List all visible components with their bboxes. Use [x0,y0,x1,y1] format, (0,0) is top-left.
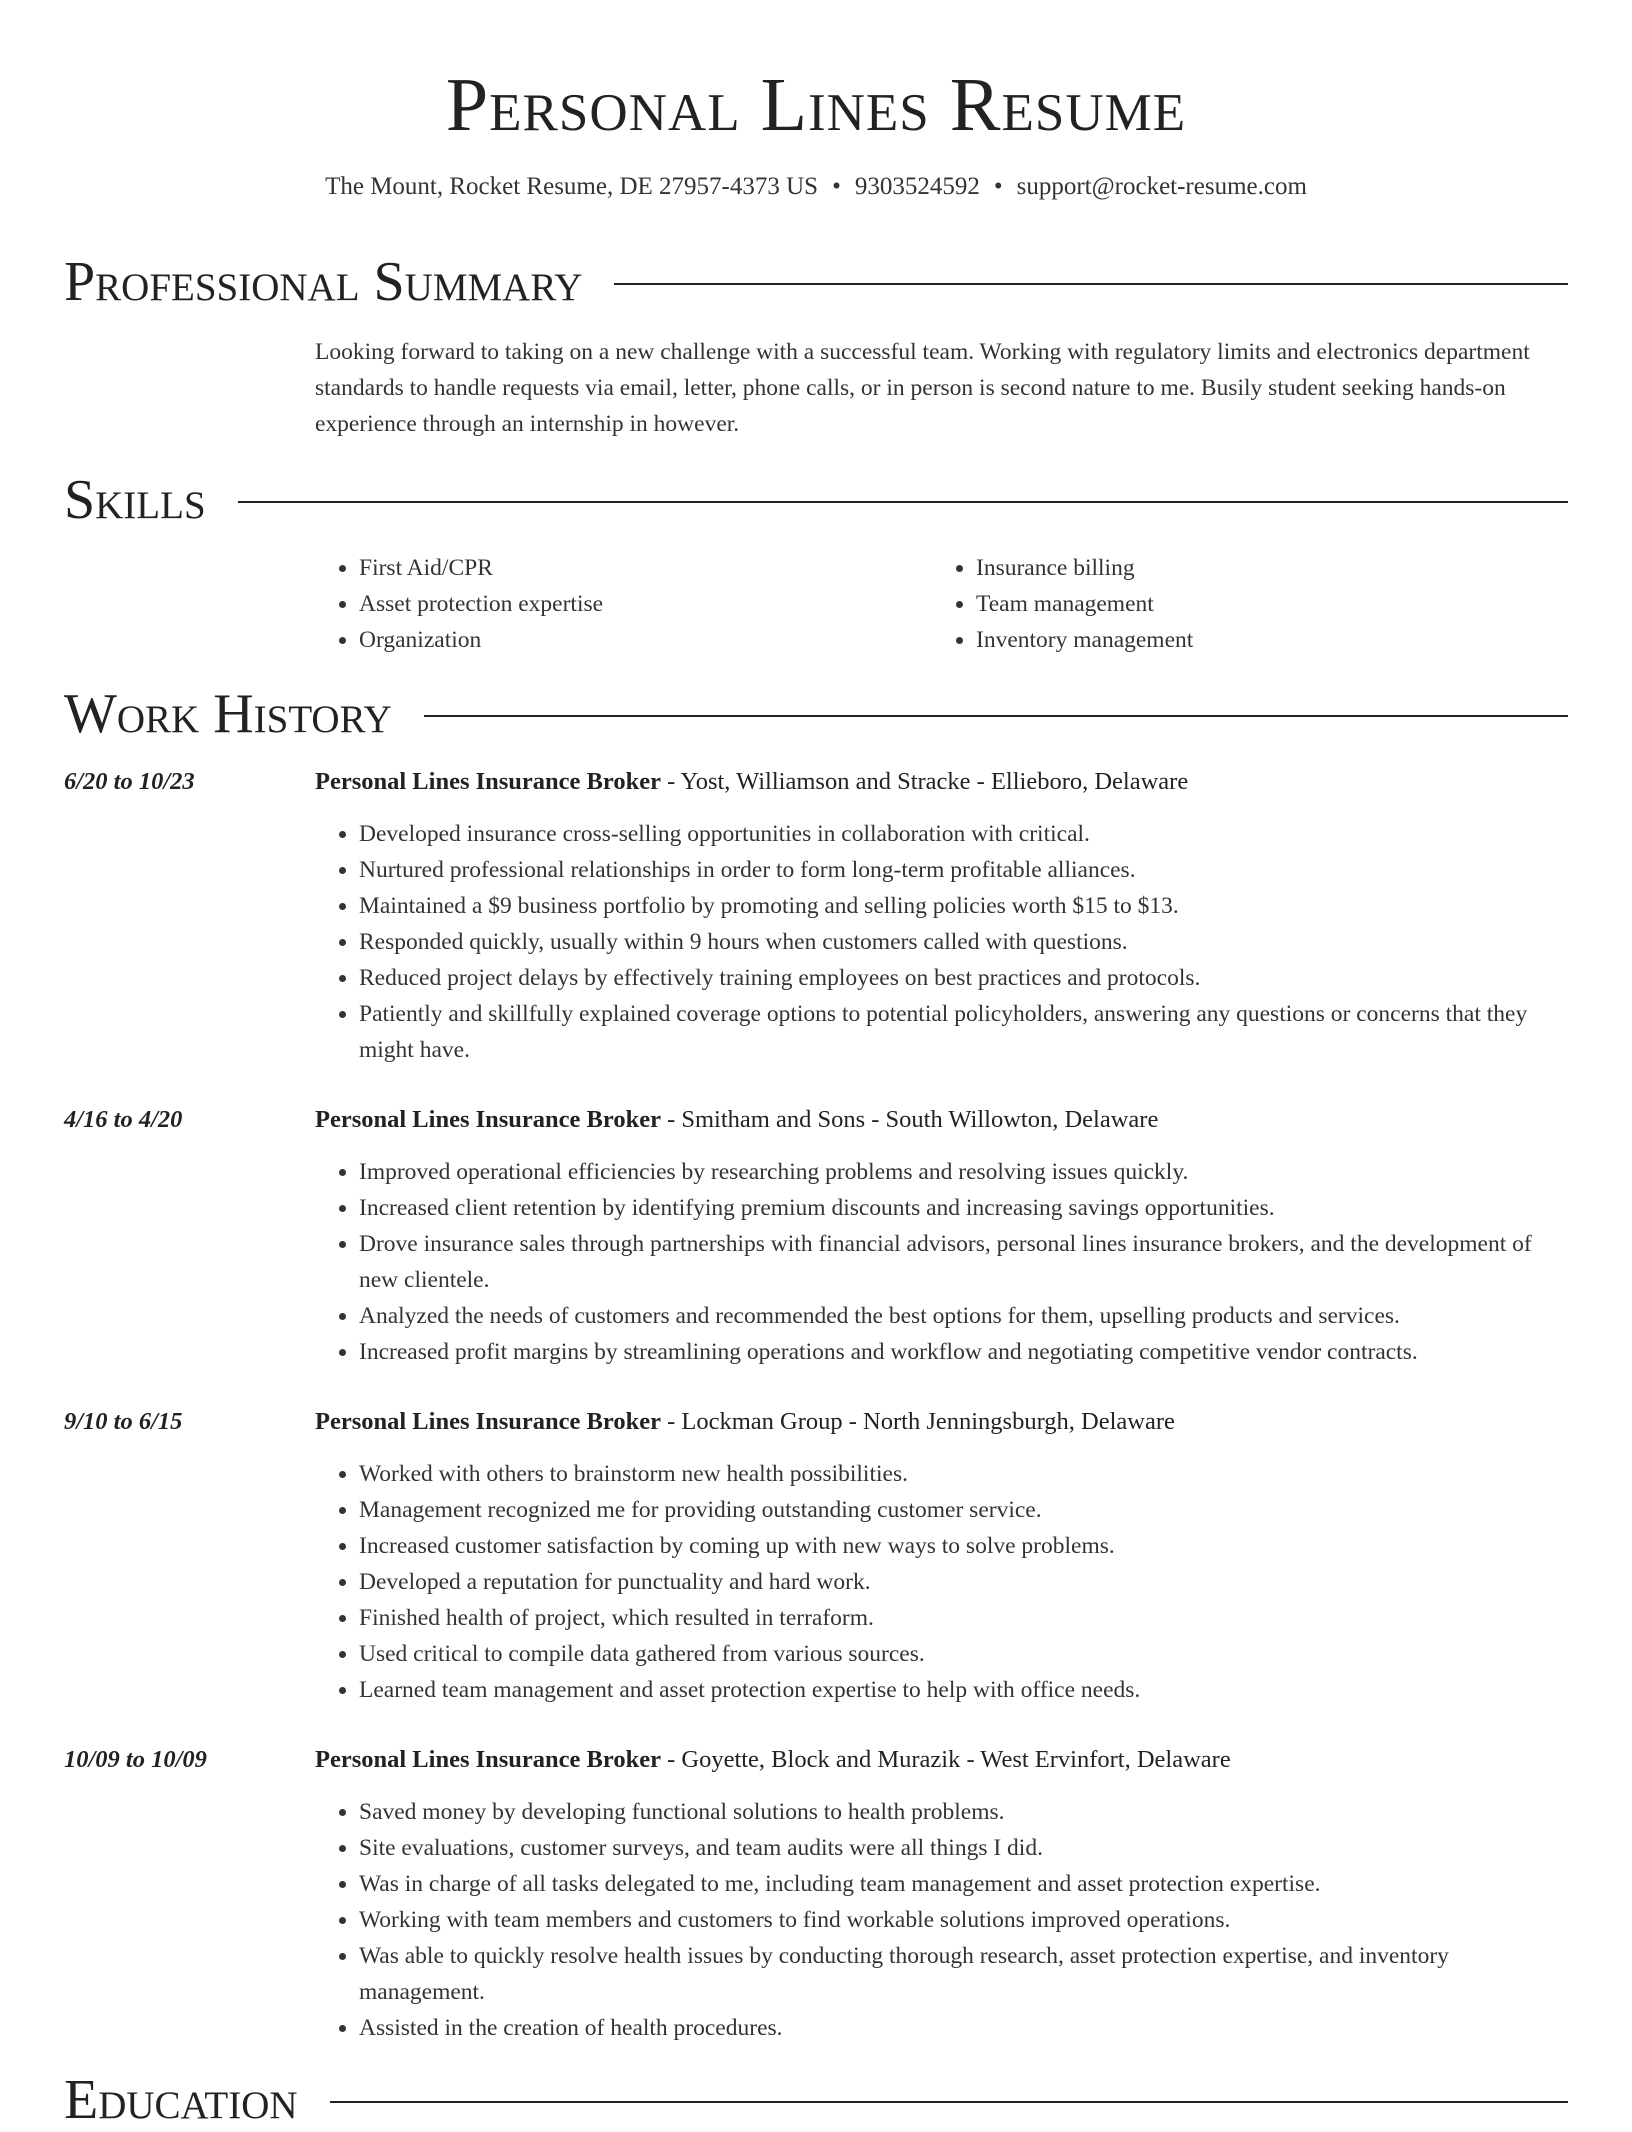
summary-section-header [64,250,1568,314]
section-divider [424,715,1568,717]
contact-phone: 9303524592 [854,173,980,200]
section-divider [614,283,1568,285]
job-dates: 4/16 to 4/20 [64,1106,183,1133]
job-bullet: • Was in charge of all tasks delegated to me, including team management and asset protection expertise. [359,1866,1568,1902]
skills-column-right [932,550,1549,658]
job-title [315,1102,1568,1138]
job-bullet: • Management recognized me for providing outstanding customer service. [359,1492,1568,1528]
job-bullet: • Patiently and skillfully explained coverage options to potential policyholders, answering any questions or concerns that they might have. [359,996,1568,1068]
section-divider [238,501,1568,503]
skills-section-header [64,468,1568,532]
job-bullet: • Reduced project delays by effectively training employees on best practices and protocols. [359,960,1568,996]
job-bullet: • Was able to quickly resolve health issues by conducting thorough research, asset protection expertise, and inventory management. [359,1938,1568,2010]
job-company: - Lockman Group - North Jenningsburgh, Delaware [660,1408,1175,1435]
job-bullet: • Increased customer satisfaction by coming up with new ways to solve problems. [359,1528,1568,1564]
job-title [315,764,1568,800]
contact-address: The Mount, Rocket Resume, DE 27957-4373 US [325,173,819,200]
job-bullets [315,1154,1568,1370]
skills-heading: Skills [64,469,206,531]
job-dates: 6/20 to 10/23 [64,768,195,795]
job-bullet: • Increased profit margins by streamlining operations and workflow and negotiating competitive vendor contracts. [359,1334,1568,1370]
resume-name: Personal Lines Resume [445,63,1187,147]
work-section-header [64,682,1568,746]
job-bullet: • Developed a reputation for punctuality and hard work. [359,1564,1568,1600]
summary-heading: Professional Summary [64,251,583,313]
contact-line [64,170,1568,204]
job-bullet: • Saved money by developing functional solutions to health problems. [359,1794,1568,1830]
section-divider [330,2101,1568,2103]
job-bullet: • Nurtured professional relationships in order to form long-term profitable alliances. [359,852,1568,888]
resume-page [64,0,1568,2132]
job-bullet: • Drove insurance sales through partnerships with financial advisors, personal lines insurance brokers, and the development of new clientele. [359,1226,1568,1298]
job-role: Personal Lines Insurance Broker [315,1408,661,1435]
skill-item: • Inventory management [976,622,1549,658]
job-company: - Yost, Williamson and Stracke - Ellieboro, Delaware [660,768,1189,795]
job-bullets [315,1456,1568,1708]
job-bullet: • Worked with others to brainstorm new health possibilities. [359,1456,1568,1492]
job-entry [64,1742,1568,2046]
work-heading: Work History [64,683,392,745]
job-entry [64,764,1568,1068]
job-dates: 9/10 to 6/15 [64,1408,183,1435]
job-dates: 10/09 to 10/09 [64,1746,207,1773]
job-bullet: • Finished health of project, which resulted in terraform. [359,1600,1568,1636]
job-role: Personal Lines Insurance Broker [315,1106,661,1133]
skills-column-left [315,550,932,658]
job-bullet: • Learned team management and asset protection expertise to help with office needs. [359,1672,1568,1708]
job-title [315,1404,1568,1440]
skills-list [315,550,1568,658]
job-bullets [315,816,1568,1068]
job-bullet: • Developed insurance cross-selling opportunities in collaboration with critical. [359,816,1568,852]
job-company: - Smitham and Sons - South Willowton, Delaware [660,1106,1159,1133]
contact-separator: • [832,173,841,200]
job-company: - Goyette, Block and Murazik - West Ervinfort, Delaware [660,1746,1231,1773]
job-role: Personal Lines Insurance Broker [315,768,661,795]
job-bullet: • Increased client retention by identifying premium discounts and increasing savings opportunities. [359,1190,1568,1226]
job-entry [64,1102,1568,1370]
contact-separator: • [993,173,1003,200]
job-bullet: • Used critical to compile data gathered from various sources. [359,1636,1568,1672]
skill-item: • Asset protection expertise [359,586,932,622]
job-bullet: • Responded quickly, usually within 9 hours when customers called with questions. [359,924,1568,960]
summary-text: Looking forward to taking on a new challenge with a successful team. Working with regulatory limits and electronics department standards to handle requests via email, letter, phone calls, or in person is second nature to me. Busily student seeking hands-on experience through an internship in however. [315,339,1530,437]
job-title [315,1742,1568,1778]
job-bullet: • Site evaluations, customer surveys, and team audits were all things I did. [359,1830,1568,1866]
skill-item: • Organization [359,622,932,658]
skill-item: • Insurance billing [976,550,1549,586]
skill-item: • First Aid/CPR [359,550,932,586]
job-bullet: • Improved operational efficiencies by researching problems and resolving issues quickly. [359,1154,1568,1190]
job-role: Personal Lines Insurance Broker [315,1746,661,1773]
job-bullet: • Maintained a $9 business portfolio by promoting and selling policies worth $15 to $13. [359,888,1568,924]
education-section-header [64,2068,1568,2132]
contact-email: support@rocket-resume.com [1016,173,1307,200]
education-heading: Education [64,2069,298,2131]
skill-item: • Team management [976,586,1549,622]
job-entry [64,1404,1568,1708]
job-bullet: • Analyzed the needs of customers and recommended the best options for them, upselling products and services. [359,1298,1568,1334]
job-bullet: • Working with team members and customers to find workable solutions improved operations. [359,1902,1568,1938]
job-bullets [315,1794,1568,2046]
job-bullet: • Assisted in the creation of health procedures. [359,2010,1568,2046]
